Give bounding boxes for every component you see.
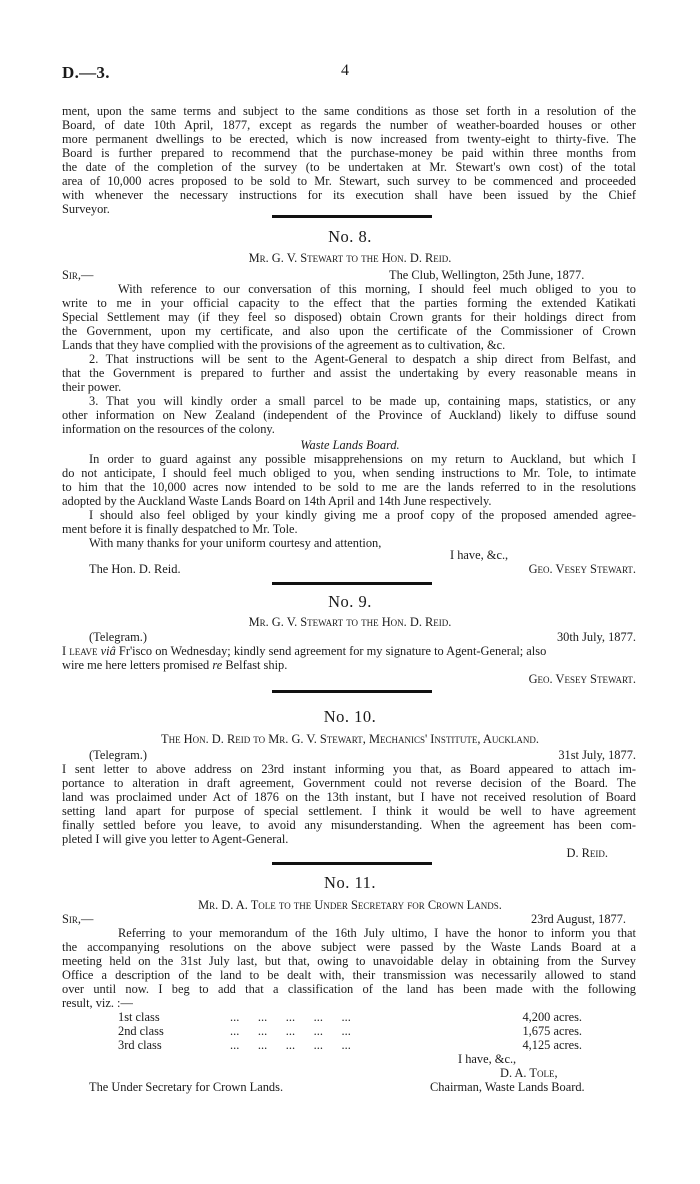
body-line: I should also feel obliged by your kindly giving me a proof copy of the proposed amended agree- <box>89 508 636 522</box>
document-code: D.—3. <box>62 63 110 82</box>
letter-number: No. 8. <box>328 227 372 246</box>
body-line: adopted by the Auckland Waste Lands Board on 14th April and 14th June respectively. <box>62 494 492 508</box>
letter-heading: Mr. D. A. Tole to the Under Secretary for Crown Lands. <box>198 898 502 912</box>
body-line: that the Government is prepared to further and assist the undertaking by every reasonable means in <box>62 366 636 380</box>
intro-line: the date of the completion of the survey (to be undertaken at Mr. Stewart's own cost) of the total <box>62 160 636 174</box>
intro-line: more permanent dwellings to be erected, which is now increased from twenty-eight to thirty-five. The <box>62 132 636 146</box>
letter-number: No. 9. <box>328 592 372 611</box>
body-line: finally settled before you leave, to avoid any misunderstanding. When the agreement has been com- <box>62 818 636 832</box>
letter-heading: The Hon. D. Reid to Mr. G. V. Stewart, Mechanics' Institute, Auckland. <box>161 732 539 746</box>
dateline: 30th July, 1877. <box>556 630 636 644</box>
message-type: (Telegram.) <box>89 630 147 644</box>
dateline: The Club, Wellington, 25th June, 1877. <box>389 268 585 282</box>
body-line: portance to alteration in draft agreement, Government could not reverse decision of the Board. The <box>62 776 636 790</box>
body-line: the accompanying resolutions on the above subject were passed by the Waste Lands Board at a <box>62 940 636 954</box>
body-line: Lands that they have complied with the provisions of the agreement as to cultivation, &c. <box>62 338 506 352</box>
letter-number: No. 10. <box>323 707 377 726</box>
body-line: 2. That instructions will be sent to the Agent-General to despatch a ship direct from Belfast, and <box>89 352 636 366</box>
closing: I have, &c., <box>458 1052 517 1066</box>
body-line: to him that the 10,000 acres now intended to be sold to me are the lands referred to in the resolutions <box>62 480 636 494</box>
class-label: 1st class <box>118 1010 160 1024</box>
intro-line: Board is further prepared to recommend that the purchase-money be paid within three months from <box>62 146 636 160</box>
body-line: their power. <box>62 380 122 394</box>
intro-line: Board, of date 10th April, 1877, except as regards the number of weather-boarded houses or other <box>62 118 636 132</box>
intro-line: with whenever the necessary instructions for its execution shall have been issued by the Chief <box>62 188 636 202</box>
leader-dots: ... ... ... ... ... <box>230 1024 351 1038</box>
salutation: Sir,— <box>62 912 94 926</box>
body-line: information on the resources of the colony. <box>62 422 275 436</box>
subheading: Waste Lands Board. <box>300 438 400 452</box>
dateline: 31st July, 1877. <box>558 748 636 762</box>
section-divider <box>272 582 432 585</box>
body-line: Office a description of the land to be dealt with, their transmission was necessarily allowed to stand <box>62 968 636 982</box>
section-divider <box>272 862 432 865</box>
addressee: The Hon. D. Reid. <box>89 562 181 576</box>
page-number: 4 <box>341 62 349 79</box>
body-line: ment before it is finally despatched to Mr. Tole. <box>62 522 298 536</box>
body-line: meeting held on the 31st July last, but that, owing to unavoidable delay in obtaining from the Survey <box>62 954 636 968</box>
class-value: 1,675 acres. <box>522 1024 582 1038</box>
leader-dots: ... ... ... ... ... <box>230 1010 351 1024</box>
body-line: setting land apart for purpose of special settlement. I think it would be well to have agreement <box>62 804 636 818</box>
class-label: 2nd class <box>118 1024 164 1038</box>
salutation: Sir,— <box>62 268 94 282</box>
body-line: do not anticipate, I should feel much obliged to you, when sending instructions to Mr. Tole, to intimate <box>62 466 636 480</box>
letter-heading: Mr. G. V. Stewart to the Hon. D. Reid. <box>248 615 452 629</box>
signature: Geo. Vesey Stewart. <box>528 562 636 576</box>
section-divider <box>272 215 432 218</box>
intro-line: ment, upon the same terms and subject to the same conditions as those set forth in a resolution of the <box>62 104 636 118</box>
intro-line: area of 10,000 acres proposed to be sold to Mr. Stewart, such survey to be commenced and proceeded <box>62 174 636 188</box>
addressee: The Under Secretary for Crown Lands. <box>89 1080 284 1094</box>
signature: Geo. Vesey Stewart. <box>528 672 636 686</box>
body-line: wire me here letters promised re Belfast ship. <box>62 658 288 672</box>
letter-number: No. 11. <box>324 873 376 892</box>
class-value: 4,125 acres. <box>522 1038 582 1052</box>
signature: D. A. Tole, <box>500 1066 558 1080</box>
class-value: 4,200 acres. <box>522 1010 582 1024</box>
body-line: Referring to your memorandum of the 16th July ultimo, I have the honor to inform you that <box>118 926 636 940</box>
body-line: I sent letter to above address on 23rd instant informing you that, as Board appeared to attach im- <box>62 762 636 776</box>
class-label: 3rd class <box>118 1038 162 1052</box>
closing: I have, &c., <box>450 548 509 562</box>
signature: D. Reid. <box>566 846 608 860</box>
message-type: (Telegram.) <box>89 748 147 762</box>
letter-heading: Mr. G. V. Stewart to the Hon. D. Reid. <box>248 251 452 265</box>
body-line: over until now. I beg to add that a classification of the land has been made with the following <box>62 982 636 996</box>
body-line: Special Settlement may (if they feel so disposed) obtain Crown grants for their holdings direct from <box>62 310 636 324</box>
body-line: 3. That you will kindly order a small parcel to be made up, containing maps, statistics, or any <box>89 394 636 408</box>
body-line: I leave viâ Fr'isco on Wednesday; kindly send agreement for my signature to Agent-General; also <box>62 644 547 658</box>
body-line: result, viz. :— <box>62 996 133 1010</box>
body-line: With many thanks for your uniform courtesy and attention, <box>89 536 382 550</box>
body-line: In order to guard against any possible misapprehensions on my return to Auckland, but which I <box>89 452 636 466</box>
intro-line: Surveyor. <box>62 202 110 216</box>
body-line: other information on New Zealand (independent of the Province of Auckland) likely to diffuse sound <box>62 408 636 422</box>
leader-dots: ... ... ... ... ... <box>230 1038 351 1052</box>
body-line: the Government, upon my certificate, and also upon the certificate of the Commissioner of Crown <box>62 324 636 338</box>
section-divider <box>272 690 432 693</box>
body-line: land was proclaimed under Act of 1876 on the 13th instant, but I have not received resolution of Board <box>62 790 636 804</box>
body-line: With reference to our conversation of this morning, I should feel much obliged to you to <box>118 282 636 296</box>
body-line: pleted I will give you letter to Agent-General. <box>62 832 289 846</box>
body-line: write to me in your official capacity to the effect that the parties forming the extended Katikati <box>62 296 636 310</box>
dateline: 23rd August, 1877. <box>531 912 626 926</box>
signatory-title: Chairman, Waste Lands Board. <box>430 1080 585 1094</box>
